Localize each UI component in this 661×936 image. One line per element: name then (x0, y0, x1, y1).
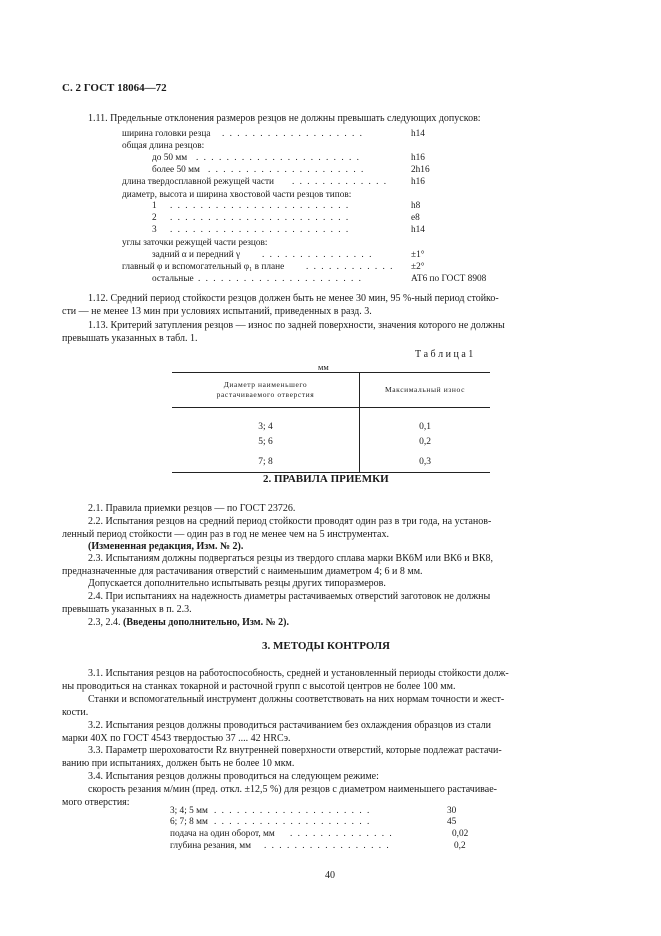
tol-label-12: остальные (152, 274, 194, 284)
mode-value-3: 0,2 (454, 841, 466, 851)
tol-label-9: углы заточки режущей части резцов: (122, 238, 268, 248)
paragraph-3-1-line4: кости. (62, 707, 89, 718)
dot-leader: . . . . . . . . . . . . . . . . . . . . . (214, 817, 371, 827)
paragraph-3-4-line1: 3.4. Испытания резцов должны проводиться на следующем режиме: (88, 771, 379, 782)
paragraph-2-3-2-4: 2.3, 2.4. (Введены дополнительно, Изм. № 2). (88, 617, 289, 628)
tol-value-10: ±1° (411, 250, 425, 260)
paragraph-2-4-line2: превышать указанных в п. 2.3. (62, 604, 192, 615)
tol-value-3: 2h16 (411, 165, 430, 175)
tol-label-8: 3 (152, 225, 157, 235)
dot-leader: . . . . . . . . . . . . . . . . . . . . . . . . (170, 213, 350, 223)
paragraph-3-4-line3: мого отверстия: (62, 797, 130, 808)
tol-label-11: главный φ и вспомогательный φ₁ в плане (122, 262, 285, 272)
tol-label-3: более 50 мм (152, 165, 200, 175)
page-number: 40 (325, 870, 335, 881)
paragraph-3-2-line2: марки 40Х по ГОСТ 4543 твердостью 37 .... 42 HRCэ. (62, 733, 291, 744)
tol-value-12: АТ6 по ГОСТ 8908 (411, 274, 487, 284)
tol-value-0: h14 (411, 129, 425, 139)
dot-leader: . . . . . . . . . . . . . . . . . (264, 841, 391, 851)
tol-label-5: диаметр, высота и ширина хвостовой части резцов типов: (122, 190, 352, 200)
tol-value-6: h8 (411, 201, 421, 211)
paragraph-3-4-line2: скорость резания м/мин (пред. откл. ±12,5 %) для резцов с диаметром наименьшего растачивае- (88, 784, 497, 795)
section-2-title: 2. ПРАВИЛА ПРИЕМКИ (263, 473, 389, 485)
wear-table (172, 372, 490, 473)
mode-value-0: 30 (447, 806, 457, 816)
paragraph-1-11: 1.11. Предельные отклонения размеров резцов не должны превышать следующих допусков: (88, 113, 481, 124)
mode-value-1: 45 (447, 817, 457, 827)
paragraph-2-2-line2: ленный период стойкости — один раз в год не менее чем на 5 инструментах. (62, 529, 389, 540)
paragraph-2-3-line2: предназначенные для растачивания отверстий с наименьшим диаметром 4; 6 и 8 мм. (62, 566, 423, 577)
tol-value-2: h16 (411, 153, 425, 163)
page-header: С. 2 ГОСТ 18064—72 (62, 82, 167, 94)
edit-note: (Измененная редакция, Изм. № 2). (88, 541, 244, 552)
dot-leader: . . . . . . . . . . . . (306, 262, 394, 272)
tol-label-6: 1 (152, 201, 157, 211)
addition-note: (Введены дополнительно, Изм. № 2). (123, 617, 289, 628)
paragraph-2-2-line1: 2.2. Испытания резцов на средний период стойкости проводят один раз в три года, на установ- (88, 516, 492, 527)
dot-leader: . . . . . . . . . . . . . . . . . . . (222, 129, 364, 139)
dot-leader: . . . . . . . . . . . . . (292, 177, 388, 187)
tol-label-1: общая длина резцов: (122, 141, 205, 151)
table-header-wear: Максимальный износ (360, 373, 491, 408)
tol-value-4: h16 (411, 177, 425, 187)
table-header-diameter: Диаметр наименьшего растачиваемого отверстия (172, 373, 360, 408)
table-cell-diameter: 7; 8 (172, 452, 360, 473)
mode-label-2: подача на один оборот, мм (170, 829, 275, 839)
paragraph-1-12-line1: 1.12. Средний период стойкости резцов должен быть не менее 30 мин, 95 %-ный период стойко- (88, 293, 499, 304)
paragraph-3-2-line1: 3.2. Испытания резцов должны проводиться растачиванием без охлаждения образцов из стали (88, 720, 491, 731)
paragraph-2-4-line1: 2.4. При испытаниях на надежность диаметры растачиваемых отверстий заготовок не должны (88, 591, 491, 602)
table-unit: мм (318, 362, 329, 372)
paragraph-2-3-line1: 2.3. Испытаниям должны подвергаться резцы из твердого сплава марки ВК6М или ВК6 и ВК8, (88, 553, 493, 564)
tol-label-4: длина твердосплавной режущей части (122, 177, 275, 187)
paragraph-2-1: 2.1. Правила приемки резцов — по ГОСТ 23726. (88, 503, 296, 514)
paragraph-3-1-line2: ны проводиться на станках токарной и расточной групп с высотой центров не более 100 мм. (62, 681, 456, 692)
tol-label-10: задний α и передний γ (152, 250, 241, 260)
paragraph-1-13-line1: 1.13. Критерий затупления резцов — износ по задней поверхности, значения которого не должны (88, 320, 505, 331)
table-row (172, 408, 490, 433)
table-cell-diameter: 3; 4 (172, 408, 360, 433)
tol-label-7: 2 (152, 213, 157, 223)
mode-label-0: 3; 4; 5 мм (170, 806, 208, 816)
dot-leader: . . . . . . . . . . . . . . . . . . . . . . (196, 153, 361, 163)
table-header-row (172, 373, 490, 408)
table-caption: Т а б л и ц а 1 (415, 349, 474, 360)
paragraph-2-3-line3: Допускается дополнительно испытывать резцы других типоразмеров. (88, 578, 386, 589)
paragraph-1-13-line2: превышать указанных в табл. 1. (62, 333, 198, 344)
mode-label-1: 6; 7; 8 мм (170, 817, 208, 827)
table-cell-wear: 0,2 (419, 437, 431, 447)
paragraph-3-1-line1: 3.1. Испытания резцов на работоспособность, средней и установленный периоды стойкости долж- (88, 668, 509, 679)
dot-leader: . . . . . . . . . . . . . . . (262, 250, 373, 260)
paragraph-1-12-line2: сти — не менее 13 мин при условиях испытаний, приведенных в разд. 3. (62, 306, 372, 317)
tol-value-8: h14 (411, 225, 425, 235)
section-3-title: 3. МЕТОДЫ КОНТРОЛЯ (262, 640, 390, 652)
table-cell-wear: 0,1 (419, 422, 431, 432)
table-cell-wear: 0,3 (360, 452, 491, 473)
mode-label-3: глубина резания, мм (170, 841, 251, 851)
dot-leader: . . . . . . . . . . . . . . (290, 829, 394, 839)
tol-value-11: ±2° (411, 262, 425, 272)
tol-label-0: ширина головки резца (122, 129, 211, 139)
tol-value-7: e8 (411, 213, 420, 223)
tol-label-2: до 50 мм (152, 153, 188, 163)
dot-leader: . . . . . . . . . . . . . . . . . . . . . . (198, 274, 363, 284)
paragraph-3-1-line3: Станки и вспомогательный инструмент должны соответствовать на них нормам точности и жест- (88, 694, 505, 705)
dot-leader: . . . . . . . . . . . . . . . . . . . . . . . . (170, 201, 350, 211)
dot-leader: . . . . . . . . . . . . . . . . . . . . . (208, 165, 365, 175)
table-cell-diameter: 5; 6 (172, 432, 360, 452)
table-row (172, 432, 490, 452)
dot-leader: . . . . . . . . . . . . . . . . . . . . . . . . (170, 225, 350, 235)
paragraph-3-3-line1: 3.3. Параметр шероховатости Rz внутренней поверхности отверстий, которые подлежат растачи- (88, 745, 502, 756)
dot-leader: . . . . . . . . . . . . . . . . . . . . . (214, 806, 371, 816)
mode-value-2: 0,02 (452, 829, 469, 839)
table-row (172, 452, 490, 473)
paragraph-3-3-line2: ванию при испытаниях, должен быть не более 10 мкм. (62, 758, 295, 769)
